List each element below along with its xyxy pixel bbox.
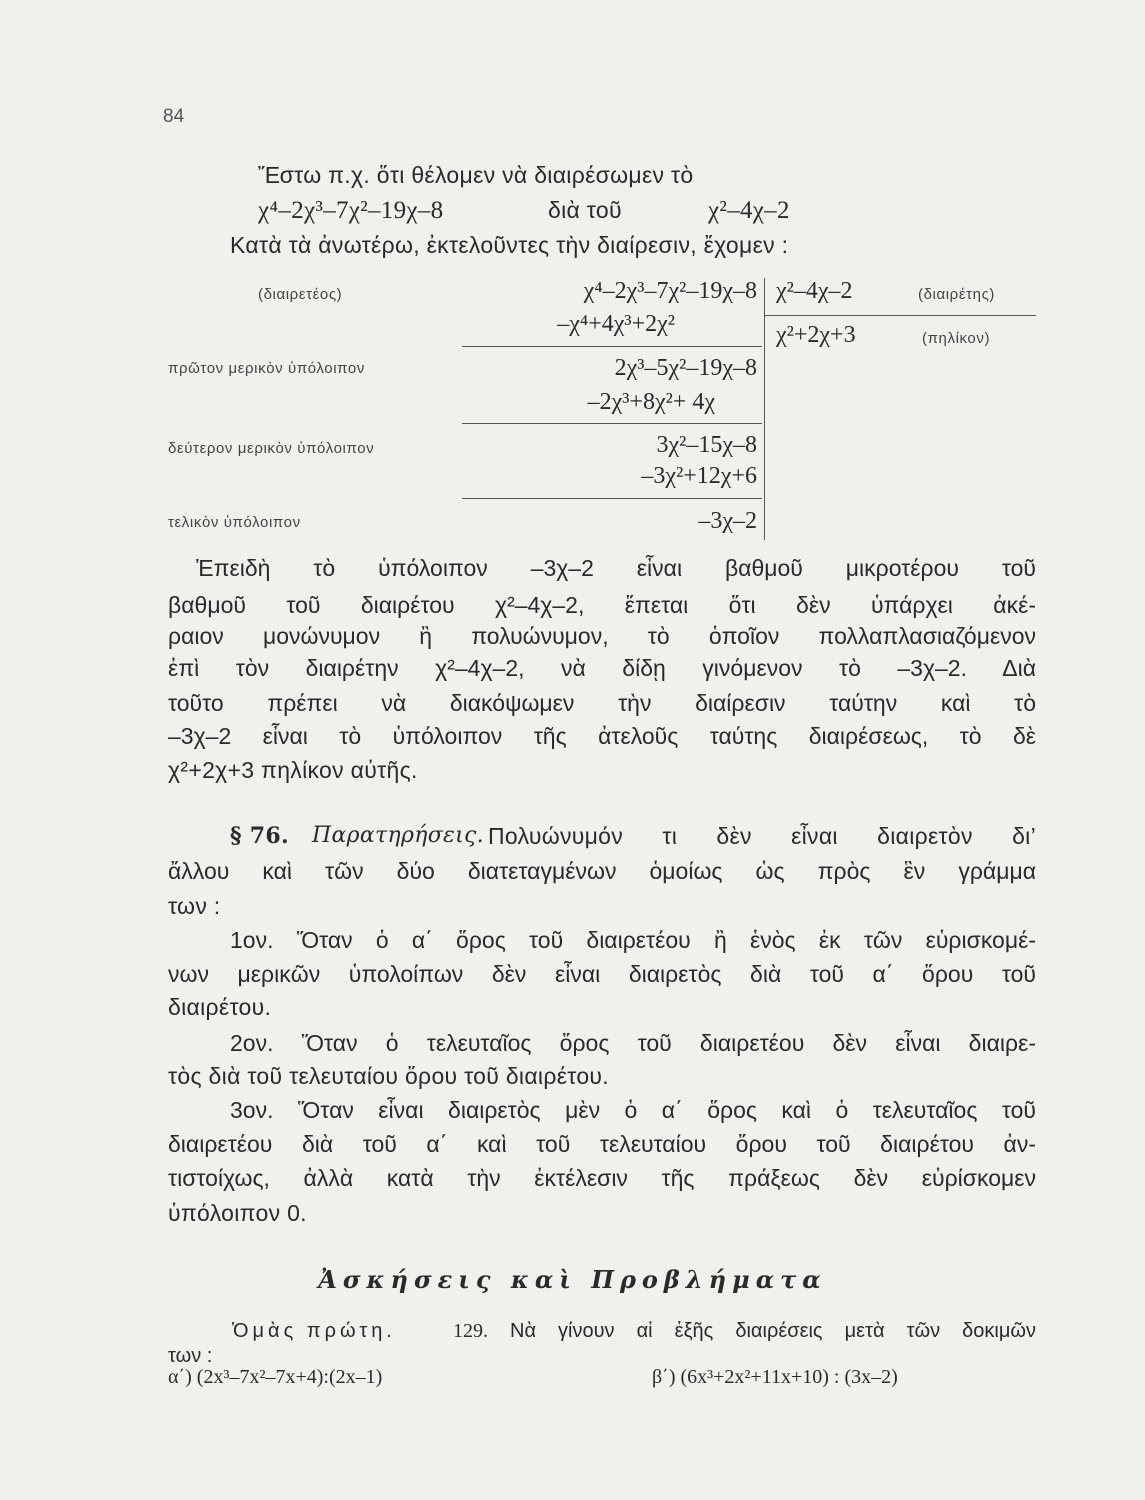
division-row-3: 2χ³–5χ²–19χ–8 <box>614 355 757 381</box>
exercise-a: α΄) (2x³–7x²–7x+4):(2x–1) <box>168 1366 383 1388</box>
quotient-rule <box>764 315 1036 316</box>
division-row-6: –3χ²+12χ+6 <box>641 463 757 489</box>
section-number: § 76. <box>230 823 289 849</box>
division-row-2: –χ⁴+4χ³+2χ² <box>557 311 675 337</box>
para1-line-2: βαθμοῦ τοῦ διαιρέτου χ²–4χ–2, ἕπεται ὅτι δὲν ὑπάρχει ἀκέ- <box>168 592 1036 618</box>
point-3-line-3: τιστοίχως, ἀλλὰ κατὰ τὴν ἐκτέλεσιν τῆς πράξεως δὲν εὑρίσκομεν <box>168 1165 1036 1191</box>
section-title: Παρατηρήσεις. <box>312 823 484 848</box>
intro-dia-tou: διὰ τοῦ <box>548 197 622 223</box>
division-row-1: χ⁴–2χ³–7χ²–19χ–8 <box>583 278 757 304</box>
point-1-line-2: νων μερικῶν ὑπολοίπων δὲν εἶναι διαιρετὸς διὰ τοῦ α΄ ὅρου τοῦ <box>168 961 1036 987</box>
quotient-label: (πηλίκον) <box>922 330 991 347</box>
para1-line-7: χ²+2χ+3 πηλίκον αὐτῆς. <box>168 757 418 783</box>
point-2-line-1: 2ον. Ὅταν ὁ τελευταῖος ὅρος τοῦ διαιρετέου δὲν εἶναι διαιρε- <box>230 1030 1036 1056</box>
point-3-line-4: ὑπόλοιπον 0. <box>168 1200 307 1226</box>
exercise-group: Ὁμὰς πρώτη. <box>232 1320 396 1342</box>
para1-line-5: τοῦτο πρέπει νὰ διακόψωμεν τὴν διαίρεσιν ταύτην καὶ τὸ <box>168 690 1036 716</box>
section-line-2: ἄλλου καὶ τῶν δύο διατεταγμένων ὁμοίως ὡς πρὸς ἓν γράμμα <box>168 858 1036 884</box>
para1-line-6: –3χ–2 εἶναι τὸ ὑπόλοιπον τῆς ἀτελοῦς ταύτης διαιρέσεως, τὸ δὲ <box>168 723 1036 749</box>
exercise-instruction-cont: των : <box>168 1345 213 1367</box>
page-number: 84 <box>163 106 185 127</box>
point-2-line-2: τὸς διὰ τοῦ τελευταίου ὅρου τοῦ διαιρέτου. <box>168 1063 609 1089</box>
label-dividend: (διαιρετέος) <box>258 286 343 303</box>
intro-line-3: Κατὰ τὰ ἀνωτέρω, ἐκτελοῦντες τὴν διαίρεσιν, ἔχομεν : <box>230 232 789 258</box>
intro-line-1: Ἔστω π.χ. ὅτι θέλομεν νὰ διαιρέσωμεν τὸ <box>258 162 694 188</box>
point-3-line-2: διαιρετέου διὰ τοῦ α΄ καὶ τοῦ τελευταίου ὅρου τοῦ διαιρέτου ἀν- <box>168 1131 1036 1157</box>
section-line-3: των : <box>168 893 221 919</box>
division-bar <box>764 278 765 540</box>
section-line-1: Πολυώνυμόν τι δὲν εἶναι διαιρετὸν δι’ <box>488 823 1036 849</box>
rule-3 <box>462 498 762 499</box>
label-final-remainder: τελικὸν ὑπόλοιπον <box>168 514 301 531</box>
divisor: χ²–4χ–2 <box>776 278 853 304</box>
point-1-line-1: 1ον. Ὅταν ὁ α΄ ὅρος τοῦ διαιρετέου ἢ ἑνὸς ἐκ τῶν εὑρισκομέ- <box>230 927 1036 953</box>
point-3-line-1: 3ον. Ὅταν εἶναι διαιρετὸς μὲν ὁ α΄ ὅρος καὶ ὁ τελευταῖος τοῦ <box>230 1097 1036 1123</box>
exercises-heading: Ἀσκήσεις καὶ Προβλήματα <box>318 1265 827 1294</box>
quotient: χ²+2χ+3 <box>776 322 856 348</box>
intro-divisor: χ²–4χ–2 <box>708 197 790 224</box>
para1-line-4: ἐπὶ τὸν διαιρέτην χ²–4χ–2, νὰ δίδῃ γινόμενον τὸ –3χ–2. Διὰ <box>168 655 1036 681</box>
exercise-instruction: Νὰ γίνουν αἱ ἑξῆς διαιρέσεις μετὰ τῶν δοκιμῶν <box>510 1320 1036 1342</box>
rule-2 <box>462 423 762 424</box>
divisor-label: (διαιρέτης) <box>918 286 995 303</box>
para1-line-1: Ἐπειδὴ τὸ ὑπόλοιπον –3χ–2 εἶναι βαθμοῦ μικροτέρου τοῦ <box>196 555 1036 581</box>
point-1-line-3: διαιρέτου. <box>168 994 272 1020</box>
exercise-number: 129. <box>453 1320 488 1342</box>
rule-1 <box>462 346 762 347</box>
para1-line-3: ραιον μονώνυμον ἢ πολυώνυμον, τὸ ὁποῖον πολλαπλασιαζόμενον <box>168 623 1036 649</box>
label-first-remainder: πρῶτον μερικὸν ὑπόλοιπον <box>168 360 365 377</box>
division-row-7: –3χ–2 <box>698 508 757 534</box>
division-row-5: 3χ²–15χ–8 <box>656 432 757 458</box>
exercise-b: β΄) (6x³+2x²+11x+10) : (3x–2) <box>652 1366 898 1388</box>
intro-dividend: χ⁴–2χ³–7χ²–19χ–8 <box>258 197 444 224</box>
label-second-remainder: δεύτερον μερικὸν ὑπόλοιπον <box>168 440 375 457</box>
division-row-4: –2χ³+8χ²+ 4χ <box>587 389 715 415</box>
